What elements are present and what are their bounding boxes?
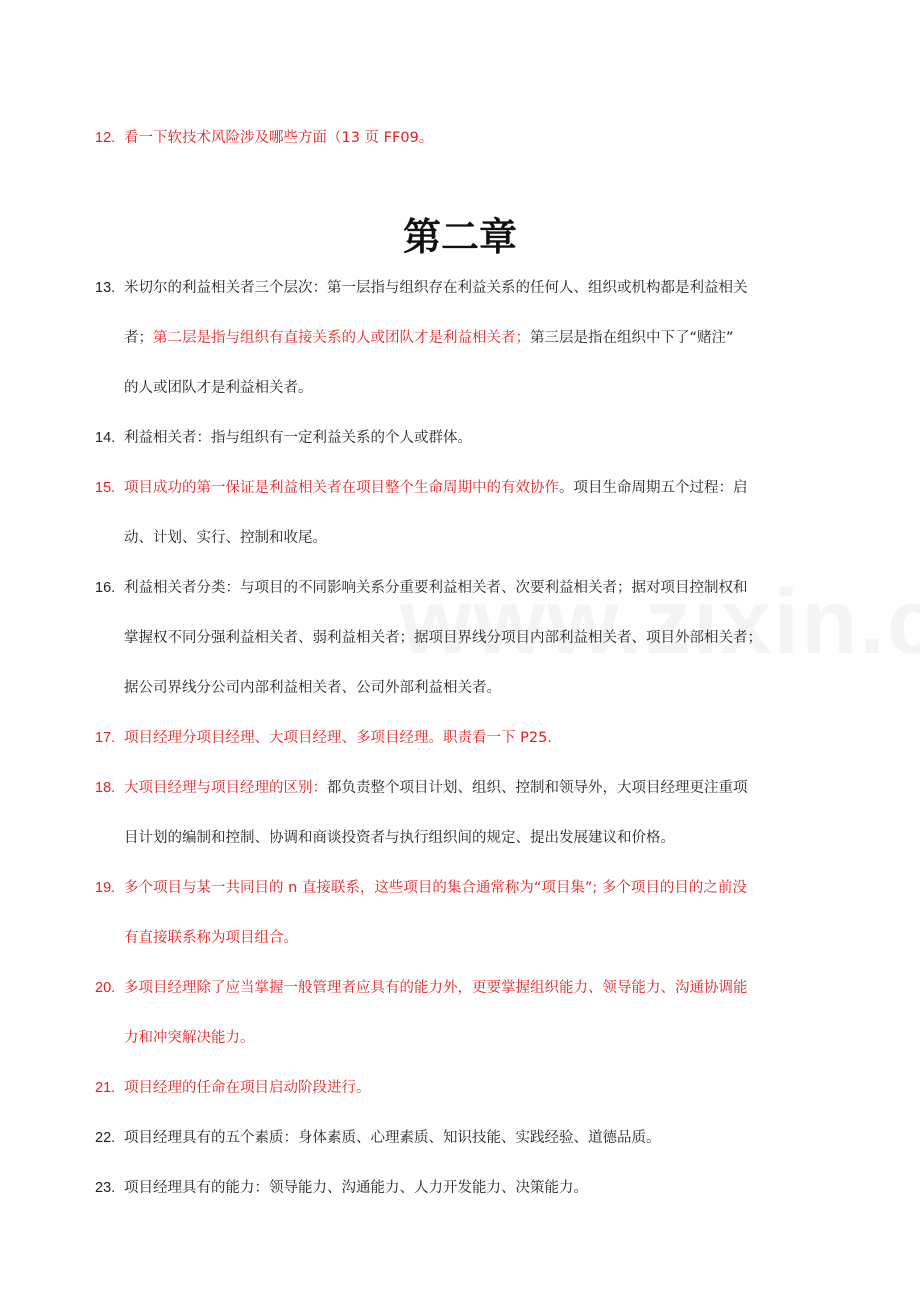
highlighted-text: 有直接联系称为项目组合。 <box>124 930 298 946</box>
highlighted-text: 大项目经理与项目经理的区别： <box>124 780 327 796</box>
list-item-line <box>124 1163 835 1213</box>
list-item-line <box>124 1063 835 1113</box>
body-text: 第三层是指在组织中下了“赌注” <box>530 330 734 346</box>
list-item-line <box>124 763 835 813</box>
list-item-number: 15. <box>95 480 116 496</box>
list-item-line <box>124 363 835 413</box>
chapter-title: 第二章 <box>402 215 517 259</box>
list-item-number: 17. <box>95 730 116 746</box>
body-text: 掌握权不同分强利益相关者、弱利益相关者；据项目界线分项目内部利益相关者、项目外部相关者； <box>124 630 762 646</box>
list-item-number: 23. <box>95 1180 116 1196</box>
body-text: 项目经理具有的能力：领导能力、沟通能力、人力开发能力、决策能力。 <box>124 1180 588 1196</box>
list-item <box>95 963 835 1063</box>
list-item-line <box>124 863 835 913</box>
body-text: 的人或团队才是利益相关者。 <box>124 380 313 396</box>
highlighted-text: 项目经理分项目经理、大项目经理、多项目经理。职责看一下 P25. <box>124 730 552 746</box>
highlighted-text: 多个项目与某一共同目的 n 直接联系，这些项目的集合通常称为“项目集”; 多个项目的目的之前没 <box>124 880 747 896</box>
list-item <box>95 1063 835 1113</box>
highlighted-text: 项目成功的第一保证是利益相关者在项目整个生命周期中的有效协作 <box>124 480 559 496</box>
list-item <box>95 1113 835 1163</box>
body-text: 都负责整个项目计划、组织、控制和领导外，大项目经理更注重项 <box>327 780 748 796</box>
list-item <box>95 263 835 413</box>
list-item <box>95 113 835 163</box>
list-item <box>95 563 835 713</box>
list-item-number: 16. <box>95 580 116 596</box>
list-item-number: 14. <box>95 430 116 446</box>
list-item <box>95 863 835 963</box>
list-item-number: 18. <box>95 780 116 796</box>
list-item-number: 22. <box>95 1130 116 1146</box>
body-text: 据公司界线分公司内部利益相关者、公司外部利益相关者。 <box>124 680 501 696</box>
body-text: 项目经理具有的五个素质：身体素质、心理素质、知识技能、实践经验、道德品质。 <box>124 1130 661 1146</box>
list-item-line <box>124 463 835 513</box>
list-item-line <box>124 713 835 763</box>
list-item-number: 13. <box>95 280 116 296</box>
list-item-line <box>124 913 835 963</box>
list-item-line <box>124 313 835 363</box>
list-item-number: 21. <box>95 1080 116 1096</box>
highlighted-text: 第二层是指与组织有直接关系的人或团队才是利益相关者； <box>153 330 530 346</box>
body-text: 米切尔的利益相关者三个层次：第一层指与组织存在利益关系的任何人、组织或机构都是利益相关 <box>124 280 748 296</box>
highlighted-text: 多项目经理除了应当掌握一般管理者应具有的能力外，更要掌握组织能力、领导能力、沟通协调能 <box>124 980 748 996</box>
list-item-line <box>124 513 835 563</box>
list-item <box>95 713 835 763</box>
body-text: 。项目生命周期五个过程：启 <box>559 480 748 496</box>
list-item <box>95 1163 835 1213</box>
highlighted-text: 看一下软技术风险涉及哪些方面（13 页 FF09。 <box>124 130 434 146</box>
list-item-line <box>124 663 835 713</box>
list-item-line <box>124 1113 835 1163</box>
body-text: 者； <box>124 330 153 346</box>
list-item-line <box>124 263 835 313</box>
body-text: 动、计划、实行、控制和收尾。 <box>124 530 327 546</box>
list-item <box>95 763 835 863</box>
list-item-line <box>124 113 835 163</box>
list-item-number: 19. <box>95 880 116 896</box>
list-item <box>95 463 835 563</box>
highlighted-text: 力和冲突解决能力。 <box>124 1030 255 1046</box>
list-item-line <box>124 563 835 613</box>
list-item-number: 20. <box>95 980 116 996</box>
body-text: 目计划的编制和控制、协调和商谈投资者与执行组织间的规定、提出发展建议和价格。 <box>124 830 675 846</box>
list-item-line <box>124 613 835 663</box>
list-item-line <box>124 1013 835 1063</box>
list-item-line <box>124 813 835 863</box>
list-item-line <box>124 963 835 1013</box>
highlighted-text: 项目经理的任命在项目启动阶段进行。 <box>124 1080 371 1096</box>
body-text: 利益相关者分类：与项目的不同影响关系分重要利益相关者、次要利益相关者；据对项目控制权和 <box>124 580 748 596</box>
body-text: 利益相关者：指与组织有一定利益关系的个人或群体。 <box>124 430 472 446</box>
list-item-number: 12. <box>95 130 116 146</box>
list-item-line <box>124 413 835 463</box>
list-item <box>95 413 835 463</box>
